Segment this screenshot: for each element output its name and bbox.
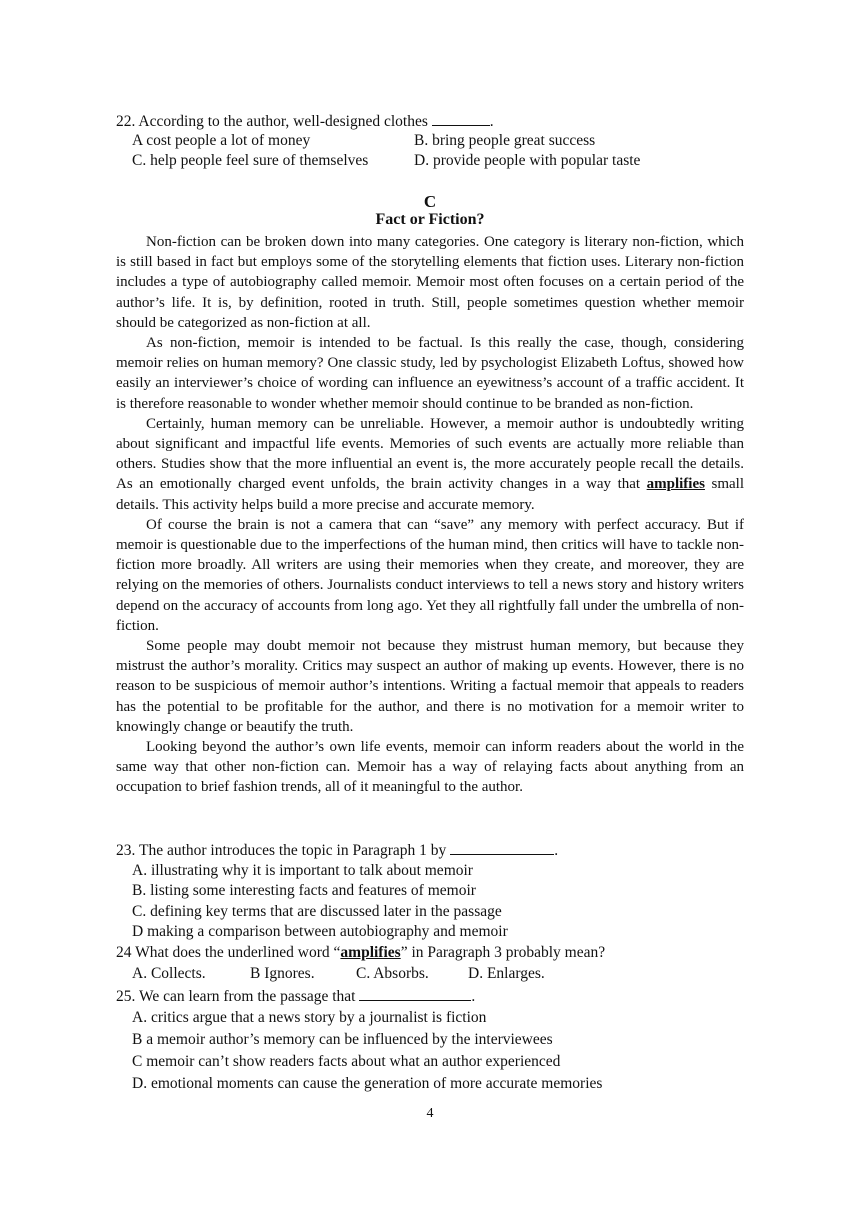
passage: [116, 232, 744, 798]
answer-blank: [359, 986, 471, 1001]
option-a: A cost people a lot of money: [132, 132, 311, 149]
option-d: D. provide people with popular taste: [414, 152, 641, 169]
question-24-text-before: 24 What does the underlined word “: [116, 944, 341, 961]
option-c: C. help people feel sure of themselves: [132, 152, 369, 169]
answer-blank: [432, 111, 490, 126]
stem-end: .: [554, 842, 559, 859]
option-c: C. Absorbs.: [356, 965, 429, 982]
question-23-option-c: C. defining key terms that are discussed later in the passage: [132, 903, 502, 920]
option-b: B. bring people great success: [414, 132, 596, 149]
question-23-option-d: D making a comparison between autobiography and memoir: [132, 923, 508, 940]
option-a: A. Collects.: [132, 965, 206, 982]
question-24-text-after: ” in Paragraph 3 probably mean?: [400, 944, 606, 961]
option-b: B Ignores.: [250, 965, 315, 982]
underlined-word: amplifies: [340, 944, 401, 961]
question-22-text: 22. According to the author, well-designed clothes: [116, 113, 428, 130]
stem-end: .: [489, 113, 494, 130]
question-25-option-b: B a memoir author’s memory can be influenced by the interviewees: [132, 1031, 553, 1048]
question-25-text: 25. We can learn from the passage that: [116, 988, 356, 1005]
question-25-option-c: C memoir can’t show readers facts about what an author experienced: [132, 1053, 561, 1070]
paragraph-2: As non-fiction, memoir is intended to be factual. Is this really the case, though, considering memoir relies on human memory? One classic study, led by psychologist Elizabeth Loftus, showed how easily an interviewer’s choice of wording can influence an eyewitness’s account of a traffic accident. It is therefore reasonable to wonder whether memoir should continue to be branded as non-fiction.: [116, 335, 744, 412]
question-22-options-row-2: [132, 151, 732, 171]
question-25-option-a: A. critics argue that a news story by a journalist is fiction: [132, 1009, 487, 1026]
question-23-text: 23. The author introduces the topic in Paragraph 1 by: [116, 842, 447, 859]
paragraph-3: [116, 414, 744, 515]
option-d: D. Enlarges.: [468, 965, 545, 982]
paragraph-4: Of course the brain is not a camera that can “save” any memory with perfect accuracy. But if memoir is questionable due to the imperfections of the human mind, then critics will have to tackle non-fiction more broadly. All writers are using their memories when they create, and moreover, they are relying on the memories of others. Journalists conduct interviews to tell a news story and history writers depend on the accuracy of accounts from long ago. Yet they all rightfully fall under the umbrella of non-fiction.: [116, 516, 744, 634]
paragraph-6: Looking beyond the author’s own life events, memoir can inform readers about the world in the same way that other non-fiction can. Memoir has a way of relaying facts about anything from an occupation to brief fashion trends, all of it meaningful to the author.: [116, 739, 744, 796]
answer-blank: [450, 840, 554, 855]
paragraph-3-text-after: small details. This activity helps build a more precise and accurate memory.: [116, 476, 744, 513]
question-25-option-d: D. emotional moments can cause the generation of more accurate memories: [132, 1075, 603, 1092]
section-letter: C: [423, 192, 437, 211]
question-23-option-a: A. illustrating why it is important to talk about memoir: [132, 862, 473, 879]
question-23-option-b: B. listing some interesting facts and features of memoir: [132, 882, 476, 899]
stem-end: .: [471, 988, 476, 1005]
question-24-options: [132, 964, 545, 984]
paragraph-3-text-before: Certainly, human memory can be unreliable. However, a memoir author is undoubtedly writing about significant and impactful life events. Memories of such events are actually more reliable than others. Studies show that the more influential an event is, the more accurately people recall the details. As an emotionally charged event unfolds, the brain activity changes in a way that: [116, 415, 744, 493]
question-25-stem: [116, 986, 756, 1007]
question-22-options-row-1: [132, 131, 732, 151]
underlined-word: amplifies: [646, 476, 705, 493]
passage-title: Fact or Fiction?: [375, 211, 485, 228]
question-22-stem: [116, 111, 756, 132]
page-number: 4: [426, 1106, 434, 1121]
paragraph-1: Non-fiction can be broken down into many categories. One category is literary non-fiction, which is still based in fact but employs some of the storytelling elements that fiction uses. Literary non-fiction includes a type of autobiography called memoir. Memoir most often focuses on a certain period of the author’s life. It is, by definition, rooted in truth. Still, people sometimes question whether memoir should be categorized as non-fiction at all.: [116, 234, 744, 331]
question-23-stem: [116, 840, 756, 861]
question-24-stem: [116, 943, 756, 963]
paragraph-5: Some people may doubt memoir not because they mistrust human memory, but because they mistrust the author’s morality. Critics may suspect an author of making up events. However, there is no reason to be suspicious of memoir author’s intentions. Writing a factual memoir that appeals to readers has the potential to be profitable for the author, and there is no motivation for a memoir writer to knowingly change or beautify the truth.: [116, 638, 744, 735]
